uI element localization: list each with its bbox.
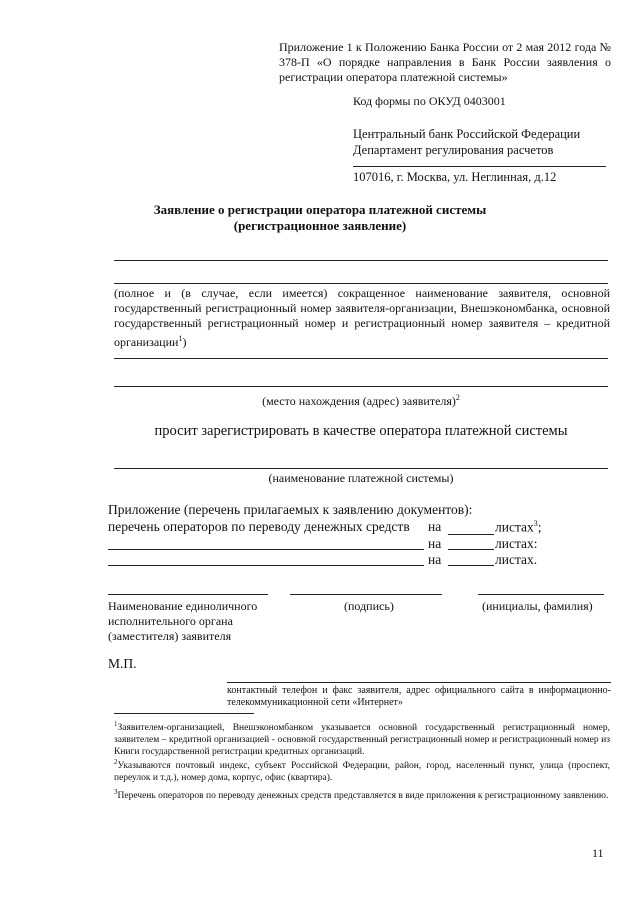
attachment-row-2-sheets-field[interactable] — [448, 549, 494, 550]
attachments-title: Приложение (перечень прилагаемых к заявлению документов): — [108, 502, 473, 517]
okud-code: Код формы по ОКУД 0403001 — [353, 94, 506, 108]
initials-line[interactable] — [478, 594, 604, 595]
footnote-3-text: Перечень операторов по переводу денежных средств представляется в виде приложения к регистрационному заявлению. — [117, 791, 609, 802]
applicant-name-caption-end: ) — [182, 335, 187, 349]
attachment-row-3-line[interactable] — [108, 565, 424, 566]
footnote-2-mark: 2 — [114, 758, 118, 766]
footnote-2-text: Указываются почтовый индекс, субъект Российской Федерации, район, город, населенный пункт, улица (проспект, переулок и т.д.), номер дома, корпус, офис (квартира). — [114, 761, 610, 784]
location-caption-text: (место нахождения (адрес) заявителя) — [262, 394, 456, 408]
appendix-reference: Приложение 1 к Положению Банка России от 2 мая 2012 года № 378-П «О порядке направления в Банк России заявления о регистрации оператора платежной системы» — [279, 40, 611, 84]
contact-caption: контактный телефон и факс заявителя, адрес официального сайта в информационно-телекоммуникационной сети «Интернет» — [227, 685, 611, 708]
footnote-separator — [114, 713, 254, 714]
sheets-end-3: . — [533, 552, 538, 567]
recipient-underline — [353, 166, 606, 167]
sheets-label-3: листах — [495, 552, 534, 567]
attachment-row-2-line[interactable] — [108, 549, 424, 550]
attachment-row-1-na: на — [428, 519, 442, 534]
request-text: просит зарегистрировать в качестве оператора платежной системы — [154, 423, 568, 439]
recipient-address: 107016, г. Москва, ул. Неглинная, д.12 — [353, 170, 557, 184]
attachment-row-1-label: перечень операторов по переводу денежных средств — [108, 519, 410, 534]
sheets-end-2: : — [533, 536, 538, 551]
location-line-2[interactable] — [114, 386, 608, 387]
attachment-row-3-sheets — [495, 552, 537, 568]
form-title-line-1: Заявление о регистрации оператора платежной системы — [153, 202, 487, 217]
footnote-1-text: Заявителем-организацией, Внешэкономбанком указывается основной государственный регистрационный номер, заявителем – кредитной организацией - основной государственный регистрационный номер и регистрационный номер из Книги государственной регистрации кредитных организаций. — [114, 723, 610, 758]
contact-line[interactable] — [227, 682, 611, 683]
sheets-end-1: ; — [537, 519, 542, 535]
applicant-name-caption-text: (полное и (в случае, если имеется) сокращенное наименование заявителя, основной государственный регистрационный номер заявителя-организации, Внешэкономбанка, основной государственный регистрационный номер и регистрационный номер заявителя – кредитной организации — [114, 286, 610, 349]
sheets-label-1: листах — [495, 519, 534, 535]
position-line[interactable] — [108, 594, 268, 595]
sheets-label-2: листах — [495, 536, 534, 551]
form-title — [0, 202, 640, 234]
page-number: 11 — [592, 846, 604, 860]
attachment-row-3-sheets-field[interactable] — [448, 565, 494, 566]
footnote-3-mark: 3 — [114, 788, 118, 796]
stamp-label: М.П. — [108, 656, 137, 671]
attachment-row-1-sheets — [495, 519, 542, 536]
footnote-1-mark: 1 — [114, 720, 118, 728]
footnote-ref-3: 3 — [533, 519, 538, 528]
position-caption: Наименование единоличного исполнительного органа (заместителя) заявителя — [108, 599, 258, 643]
footnote-ref-1: 1 — [178, 334, 183, 343]
attachment-row-3-na: на — [428, 552, 442, 567]
payment-system-line[interactable] — [114, 468, 608, 469]
form-title-line-2: (регистрационное заявление) — [233, 218, 407, 233]
attachment-row-2-sheets — [495, 536, 538, 552]
applicant-name-caption — [114, 286, 610, 350]
footnote-3 — [114, 786, 610, 802]
signature-line[interactable] — [290, 594, 442, 595]
recipient-line-1: Центральный банк Российской Федерации — [353, 127, 581, 141]
footnote-1 — [114, 718, 610, 758]
applicant-name-line-2[interactable] — [114, 283, 608, 284]
attachment-row-2-na: на — [428, 536, 442, 551]
recipient-line-2: Департамент регулирования расчетов — [353, 143, 554, 157]
payment-system-caption: (наименование платежной системы) — [268, 471, 454, 485]
footnote-2 — [114, 756, 610, 784]
footnote-ref-2: 2 — [455, 393, 460, 402]
signature-caption: (подпись) — [344, 599, 394, 613]
recipient-block — [353, 126, 580, 158]
applicant-name-line-1[interactable] — [114, 260, 608, 261]
location-caption — [114, 390, 608, 409]
location-line-1[interactable] — [114, 358, 608, 359]
attachment-row-1-sheets-field[interactable] — [448, 534, 494, 535]
initials-caption: (инициалы, фамилия) — [482, 599, 593, 613]
